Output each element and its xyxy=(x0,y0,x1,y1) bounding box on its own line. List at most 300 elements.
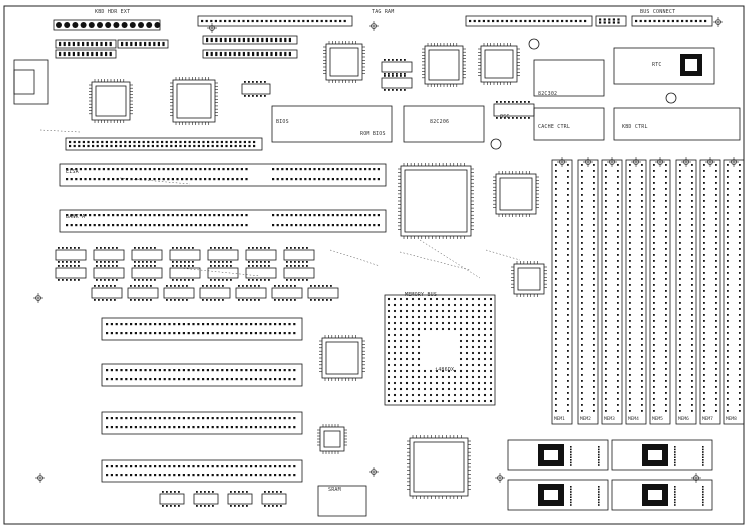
pin xyxy=(478,376,480,378)
pad xyxy=(570,446,572,448)
pad xyxy=(336,224,338,226)
pad xyxy=(325,20,327,22)
pin xyxy=(703,296,705,298)
pad xyxy=(112,261,114,263)
pin xyxy=(665,356,667,358)
pin xyxy=(490,298,492,300)
pin xyxy=(430,298,432,300)
pad xyxy=(250,465,252,467)
pad xyxy=(702,459,704,461)
pad xyxy=(245,369,247,371)
pad xyxy=(245,474,247,476)
pad xyxy=(80,224,82,226)
pad xyxy=(236,332,238,334)
pad xyxy=(281,214,283,216)
pad xyxy=(173,426,175,428)
pin xyxy=(593,248,595,250)
pin xyxy=(641,182,643,184)
pin xyxy=(581,404,583,406)
pin xyxy=(641,398,643,400)
pad xyxy=(269,323,271,325)
pad xyxy=(170,285,172,287)
pin xyxy=(715,266,717,268)
pin xyxy=(665,224,667,226)
pad xyxy=(126,42,128,44)
pin xyxy=(641,218,643,220)
pad xyxy=(250,378,252,380)
pin xyxy=(679,248,681,250)
pin xyxy=(665,374,667,376)
pad xyxy=(221,474,223,476)
pin xyxy=(454,382,456,384)
pad xyxy=(106,417,108,419)
pad xyxy=(221,369,223,371)
pin xyxy=(691,284,693,286)
pad xyxy=(268,279,270,281)
pin xyxy=(478,310,480,312)
pad xyxy=(248,247,250,249)
pin xyxy=(691,230,693,232)
pin xyxy=(617,320,619,322)
pin xyxy=(555,224,557,226)
pad xyxy=(159,474,161,476)
pad xyxy=(341,214,343,216)
pad xyxy=(186,285,188,287)
pad xyxy=(290,279,292,281)
pad xyxy=(404,89,406,91)
pin xyxy=(472,376,474,378)
pad xyxy=(264,279,266,281)
pad xyxy=(264,378,266,380)
pad xyxy=(330,299,332,301)
pad xyxy=(598,464,600,466)
pin xyxy=(490,382,492,384)
pin xyxy=(567,308,569,310)
pad xyxy=(608,21,610,23)
pad xyxy=(140,224,142,226)
pin xyxy=(715,182,717,184)
pad xyxy=(183,378,185,380)
pad xyxy=(188,247,190,249)
pad xyxy=(178,369,180,371)
pin xyxy=(727,170,729,172)
pad xyxy=(275,52,277,54)
pad xyxy=(126,168,128,170)
pin xyxy=(679,350,681,352)
pad xyxy=(130,299,132,301)
pin xyxy=(703,380,705,382)
pin xyxy=(629,362,631,364)
pin xyxy=(490,334,492,336)
pad xyxy=(702,446,704,448)
pin xyxy=(629,170,631,172)
pad xyxy=(178,299,180,301)
pin xyxy=(555,296,557,298)
pin xyxy=(665,296,667,298)
pad xyxy=(235,145,237,147)
pad xyxy=(94,285,96,287)
pin xyxy=(605,188,607,190)
pad xyxy=(139,42,141,44)
pin xyxy=(715,176,717,178)
pad xyxy=(598,489,600,491)
pin xyxy=(727,296,729,298)
pin xyxy=(154,22,160,28)
pad xyxy=(318,299,320,301)
pad xyxy=(212,369,214,371)
pad xyxy=(210,285,212,287)
pad xyxy=(83,145,85,147)
cache-chip-window-3 xyxy=(544,490,558,500)
pad xyxy=(197,369,199,371)
pad xyxy=(274,323,276,325)
pin xyxy=(629,332,631,334)
pad xyxy=(221,145,223,147)
pad xyxy=(236,214,238,216)
pad xyxy=(236,417,238,419)
pad xyxy=(197,417,199,419)
pin xyxy=(466,304,468,306)
pin xyxy=(593,374,595,376)
pad xyxy=(178,491,180,493)
pin xyxy=(715,296,717,298)
pad xyxy=(108,265,110,267)
pin xyxy=(703,338,705,340)
pin xyxy=(739,206,741,208)
pad xyxy=(121,42,123,44)
pin xyxy=(436,382,438,384)
pad xyxy=(268,505,270,507)
pad xyxy=(570,496,572,498)
pad xyxy=(388,89,390,91)
pad xyxy=(144,378,146,380)
pad xyxy=(120,369,122,371)
pad xyxy=(260,247,262,249)
pad xyxy=(234,491,236,493)
pad xyxy=(492,20,494,22)
pad xyxy=(322,299,324,301)
pad xyxy=(181,214,183,216)
pin xyxy=(679,410,681,412)
pad xyxy=(570,20,572,22)
pad xyxy=(281,224,283,226)
pin xyxy=(653,248,655,250)
pin xyxy=(567,290,569,292)
pad xyxy=(396,59,398,61)
pin xyxy=(617,284,619,286)
pin xyxy=(593,320,595,322)
pin xyxy=(739,338,741,340)
pin xyxy=(605,332,607,334)
pad xyxy=(332,168,334,170)
pad xyxy=(346,178,348,180)
pin xyxy=(727,338,729,340)
pin xyxy=(490,346,492,348)
pad xyxy=(248,141,250,143)
pad xyxy=(192,474,194,476)
pad xyxy=(111,323,113,325)
pad xyxy=(242,505,244,507)
pin xyxy=(605,266,607,268)
pin xyxy=(400,304,402,306)
pin xyxy=(629,338,631,340)
pad xyxy=(207,369,209,371)
pin xyxy=(581,212,583,214)
pin xyxy=(715,404,717,406)
pad xyxy=(64,44,66,46)
pin xyxy=(691,236,693,238)
pad xyxy=(280,38,282,40)
pin xyxy=(715,194,717,196)
pad xyxy=(219,20,221,22)
pad xyxy=(286,265,288,267)
pin xyxy=(665,176,667,178)
pad xyxy=(226,247,228,249)
pad xyxy=(369,178,371,180)
pin xyxy=(653,164,655,166)
pin xyxy=(593,386,595,388)
pad xyxy=(570,451,572,453)
pad xyxy=(130,474,132,476)
pin xyxy=(581,332,583,334)
pin xyxy=(484,334,486,336)
pad xyxy=(384,73,386,75)
pin xyxy=(617,392,619,394)
pin xyxy=(430,400,432,402)
pin xyxy=(679,230,681,232)
pin xyxy=(653,218,655,220)
pin xyxy=(739,326,741,328)
pin xyxy=(641,350,643,352)
pin xyxy=(679,278,681,280)
pad xyxy=(197,332,199,334)
pad xyxy=(566,20,568,22)
pad xyxy=(159,426,161,428)
pad xyxy=(204,168,206,170)
pin xyxy=(739,224,741,226)
pad xyxy=(178,465,180,467)
pin xyxy=(388,388,390,390)
pad xyxy=(206,52,208,54)
pad xyxy=(138,261,140,263)
pin xyxy=(739,362,741,364)
pad xyxy=(286,214,288,216)
pad xyxy=(170,299,172,301)
pad xyxy=(207,465,209,467)
pad xyxy=(168,417,170,419)
pin xyxy=(739,164,741,166)
pad xyxy=(702,456,704,458)
pin xyxy=(727,218,729,220)
pad xyxy=(116,378,118,380)
pad xyxy=(174,491,176,493)
pad xyxy=(154,247,156,249)
pad xyxy=(248,81,250,83)
pad xyxy=(100,247,102,249)
pad xyxy=(245,168,247,170)
pin xyxy=(727,368,729,370)
pin xyxy=(484,400,486,402)
pad xyxy=(598,449,600,451)
pin xyxy=(388,322,390,324)
pad xyxy=(270,20,272,22)
pin xyxy=(388,304,390,306)
pin xyxy=(715,260,717,262)
pin xyxy=(617,362,619,364)
pin xyxy=(691,410,693,412)
pad xyxy=(209,214,211,216)
pin xyxy=(418,364,420,366)
pin xyxy=(691,242,693,244)
pad xyxy=(236,426,238,428)
pin xyxy=(703,362,705,364)
pad xyxy=(168,474,170,476)
pad xyxy=(202,323,204,325)
pin xyxy=(703,242,705,244)
pad xyxy=(281,178,283,180)
pad xyxy=(355,178,357,180)
pad xyxy=(250,299,252,301)
pad xyxy=(210,299,212,301)
pad xyxy=(304,224,306,226)
pad xyxy=(78,145,80,147)
pin xyxy=(581,398,583,400)
pad xyxy=(106,141,108,143)
pad xyxy=(226,474,228,476)
pad xyxy=(172,265,174,267)
pad xyxy=(561,20,563,22)
pin xyxy=(418,388,420,390)
pad xyxy=(702,499,704,501)
pad xyxy=(279,369,281,371)
pin xyxy=(418,316,420,318)
pin xyxy=(555,170,557,172)
pad xyxy=(215,40,217,42)
pin xyxy=(593,296,595,298)
pin xyxy=(629,236,631,238)
pin xyxy=(605,314,607,316)
pad xyxy=(212,332,214,334)
pad xyxy=(404,59,406,61)
pin xyxy=(555,356,557,358)
pad xyxy=(147,145,149,147)
pin xyxy=(593,242,595,244)
pin xyxy=(418,346,420,348)
pad xyxy=(240,369,242,371)
pin xyxy=(653,212,655,214)
pad xyxy=(183,426,185,428)
pad xyxy=(704,20,706,22)
pin xyxy=(617,224,619,226)
pad xyxy=(279,474,281,476)
mem-slot-label-3: MEM3 xyxy=(604,417,615,422)
pad xyxy=(212,505,214,507)
pin xyxy=(454,328,456,330)
pin xyxy=(406,376,408,378)
pad xyxy=(211,52,213,54)
pad xyxy=(355,224,357,226)
pin xyxy=(739,320,741,322)
pad xyxy=(246,505,248,507)
pin xyxy=(581,236,583,238)
pin xyxy=(430,376,432,378)
pad xyxy=(274,285,276,287)
pad xyxy=(116,474,118,476)
pad xyxy=(278,285,280,287)
pad xyxy=(254,299,256,301)
pin xyxy=(703,284,705,286)
pad xyxy=(176,214,178,216)
pad xyxy=(378,224,380,226)
pad xyxy=(264,265,266,267)
pin xyxy=(679,296,681,298)
pad xyxy=(250,474,252,476)
pad xyxy=(294,265,296,267)
pin xyxy=(727,356,729,358)
pin xyxy=(641,344,643,346)
pad xyxy=(186,214,188,216)
pad xyxy=(139,44,141,46)
pin xyxy=(478,322,480,324)
pin xyxy=(715,332,717,334)
pad xyxy=(168,426,170,428)
mem-slot-label-5: MEM5 xyxy=(652,417,663,422)
pad xyxy=(175,145,177,147)
pad xyxy=(218,214,220,216)
pad xyxy=(252,261,254,263)
pin xyxy=(454,304,456,306)
pin xyxy=(64,22,70,28)
pad xyxy=(105,42,107,44)
pad xyxy=(149,42,151,44)
pin xyxy=(605,356,607,358)
pin xyxy=(617,212,619,214)
pad xyxy=(135,168,137,170)
pin xyxy=(567,386,569,388)
pin xyxy=(388,352,390,354)
pad xyxy=(142,247,144,249)
pin xyxy=(665,332,667,334)
pin xyxy=(567,356,569,358)
pin xyxy=(394,322,396,324)
pin xyxy=(442,304,444,306)
pin xyxy=(490,364,492,366)
pad xyxy=(196,505,198,507)
pad xyxy=(261,38,263,40)
pad xyxy=(244,81,246,83)
pin xyxy=(400,376,402,378)
pad xyxy=(134,299,136,301)
pin xyxy=(703,404,705,406)
pad xyxy=(288,426,290,428)
pad xyxy=(279,417,281,419)
pad xyxy=(159,323,161,325)
pin xyxy=(412,304,414,306)
pin xyxy=(679,212,681,214)
pad xyxy=(62,261,64,263)
pad xyxy=(161,141,163,143)
pad xyxy=(92,141,94,143)
pad xyxy=(222,178,224,180)
pin xyxy=(412,358,414,360)
pad xyxy=(74,247,76,249)
pad xyxy=(327,224,329,226)
pin xyxy=(555,194,557,196)
pad xyxy=(188,426,190,428)
pin xyxy=(629,320,631,322)
pad xyxy=(250,417,252,419)
pad xyxy=(238,20,240,22)
